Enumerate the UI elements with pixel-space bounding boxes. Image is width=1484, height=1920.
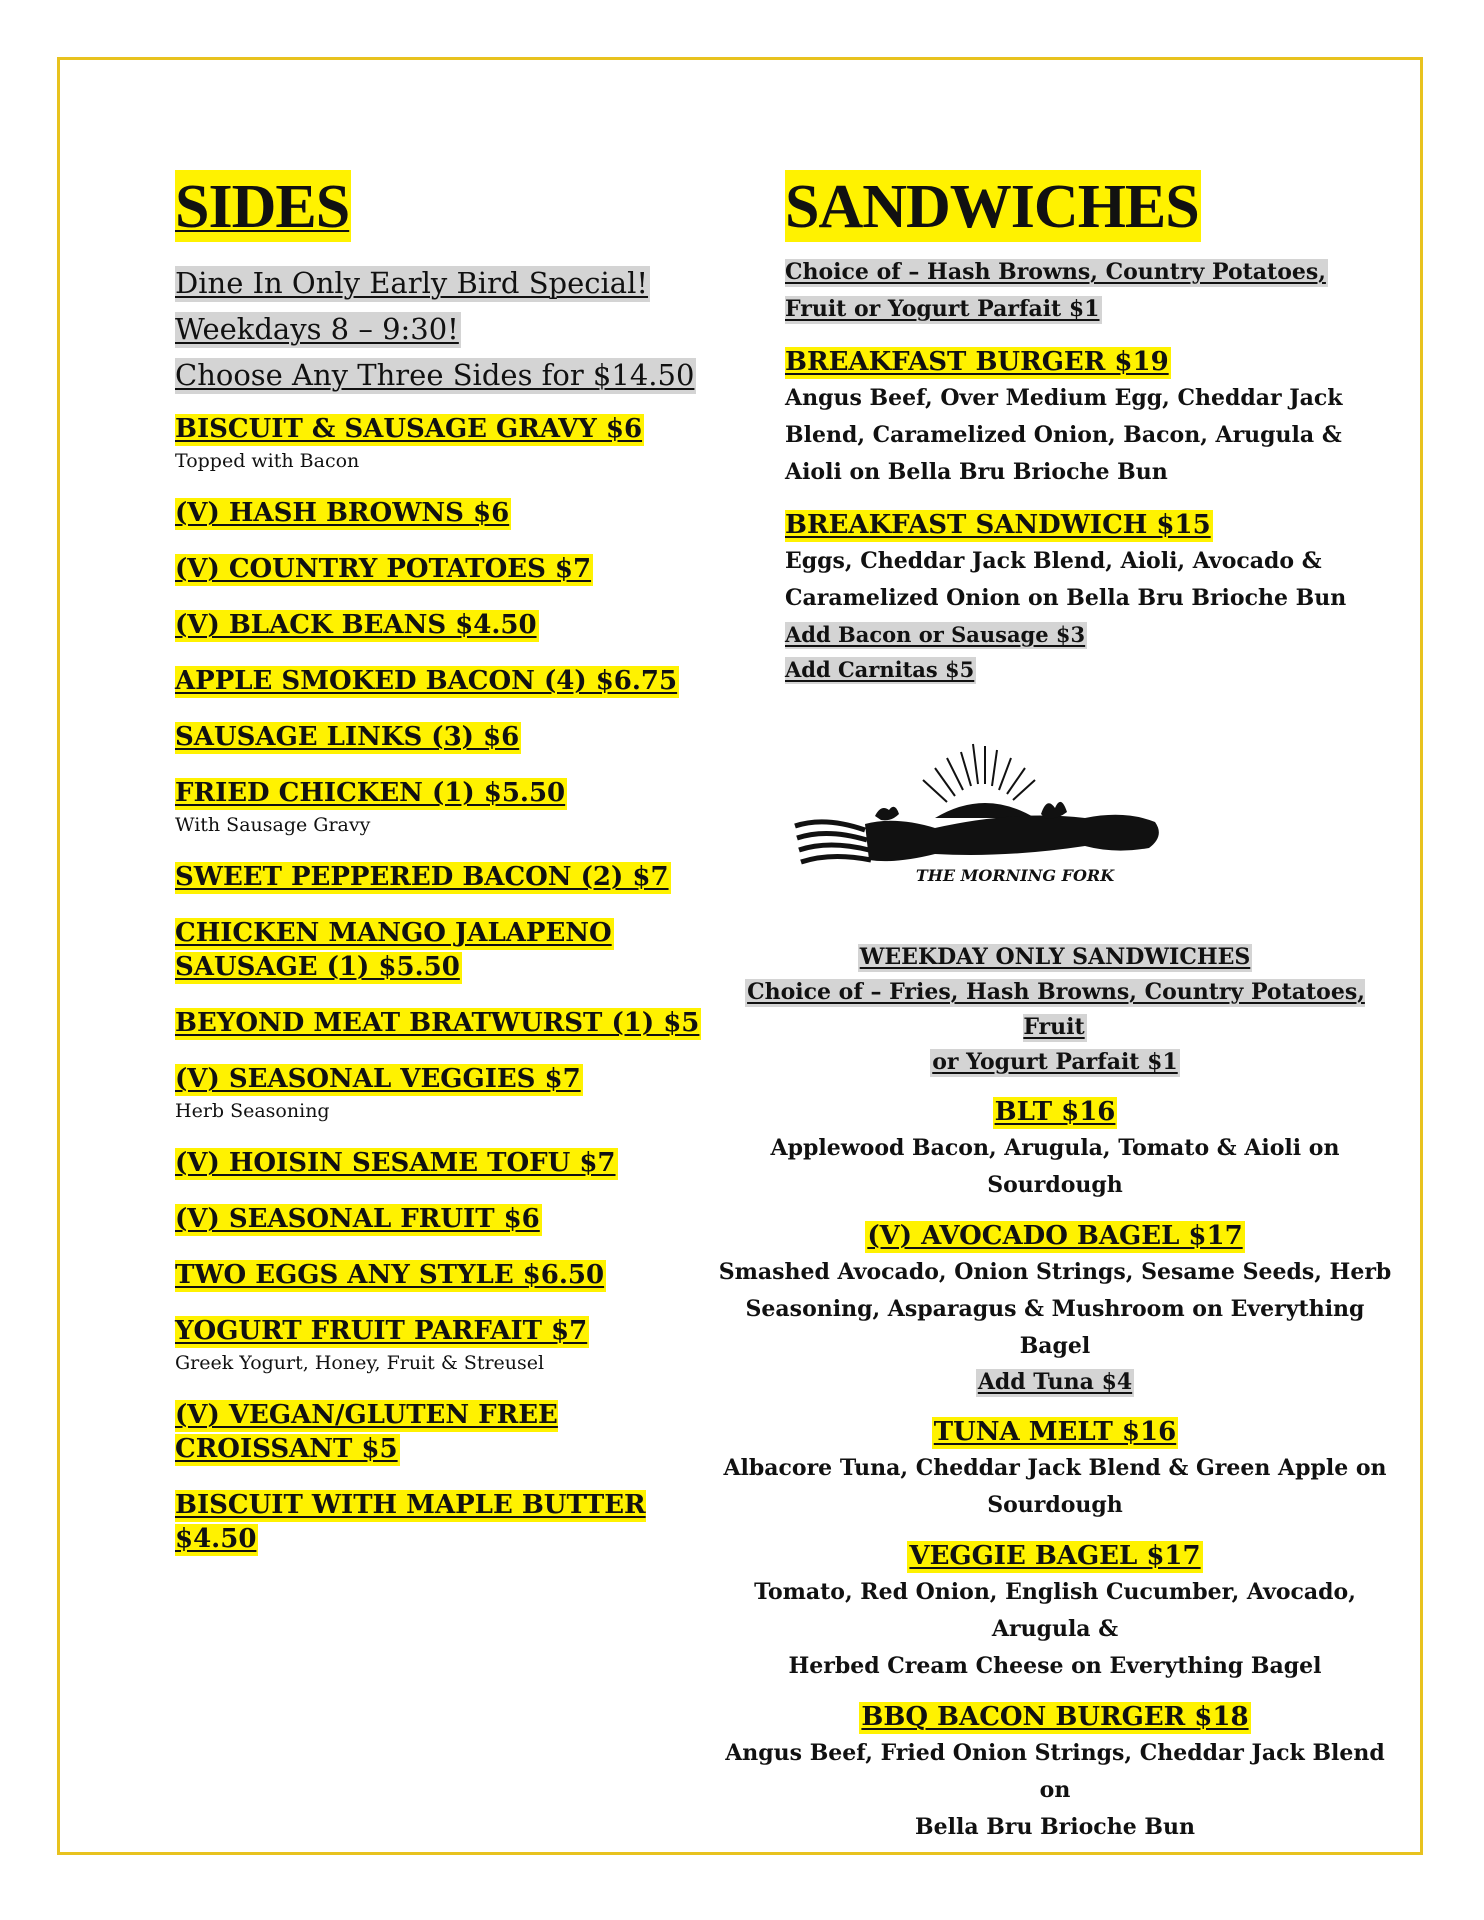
choice-line: Choice of – Fries, Hash Browns, Country Potatoes, Fruit	[747, 979, 1365, 1040]
item-desc: Herbed Cream Cheese on Everything Bagel	[788, 1653, 1322, 1679]
addon: Add Tuna $4	[977, 1369, 1133, 1395]
item-desc: Angus Beef, Fried Onion Strings, Cheddar Jack Blend on	[725, 1740, 1385, 1803]
morning-fork-logo	[785, 718, 1175, 918]
item-desc: Applewood Bacon, Arugula, Tomato & Aioli on Sourdough	[770, 1135, 1340, 1198]
sandwich-choice	[785, 254, 1405, 328]
menu-item-breakfast-burger	[785, 344, 1405, 491]
item-name: TWO EGGS ANY STYLE $6.50	[175, 1260, 605, 1290]
menu-item	[175, 1488, 715, 1556]
item-desc: Herb Seasoning	[175, 1100, 330, 1122]
menu-item	[175, 916, 715, 984]
sides-section	[175, 170, 715, 1578]
bird-icon	[875, 807, 899, 821]
leaf-icon	[1041, 802, 1067, 819]
menu-item	[175, 496, 715, 530]
choice-line: Choice of – Hash Browns, Country Potatoes,	[785, 259, 1326, 285]
sun-rays-icon	[923, 744, 1035, 802]
item-desc: Albacore Tuna, Cheddar Jack Blend & Green Apple on	[723, 1455, 1387, 1481]
item-name: (V) HASH BROWNS $6	[175, 498, 510, 528]
item-name: (V) SEASONAL VEGGIES $7	[175, 1064, 581, 1094]
menu-item	[175, 608, 715, 642]
sun-icon	[935, 803, 1035, 818]
menu-item	[175, 1398, 715, 1466]
item-name: BBQ BACON BURGER $18	[861, 1702, 1249, 1732]
item-desc: Tomato, Red Onion, English Cucumber, Avocado, Arugula &	[754, 1579, 1356, 1642]
logo-text: THE MORNING FORK	[915, 866, 1115, 885]
menu-item	[715, 1094, 1395, 1204]
item-name: BISCUIT WITH MAPLE BUTTER $4.50	[175, 1490, 646, 1554]
item-name: BLT $16	[994, 1097, 1116, 1127]
menu-item	[715, 1414, 1395, 1524]
item-name: (V) COUNTRY POTATOES $7	[175, 554, 592, 584]
menu-item	[715, 1538, 1395, 1685]
item-desc: Seasoning, Asparagus & Mushroom on Everything Bagel	[745, 1296, 1365, 1359]
item-desc: Aioli on Bella Bru Brioche Bun	[785, 459, 1168, 485]
item-desc: Greek Yogurt, Honey, Fruit & Streusel	[175, 1352, 545, 1374]
item-name: BREAKFAST SANDWICH $15	[785, 510, 1211, 540]
special-line: Choose Any Three Sides for $14.50	[175, 358, 695, 392]
item-desc: Bella Bru Brioche Bun	[915, 1814, 1195, 1840]
menu-item	[175, 860, 715, 894]
item-name: (V) AVOCADO BAGEL $17	[867, 1221, 1243, 1251]
menu-item	[175, 1146, 715, 1180]
item-name: TUNA MELT $16	[933, 1417, 1177, 1447]
sides-title: SIDES	[175, 170, 351, 242]
choice-line: or Yogurt Parfait $1	[932, 1049, 1178, 1075]
item-desc: Caramelized Onion on Bella Bru Brioche Bun	[785, 585, 1347, 611]
menu-item	[175, 720, 715, 754]
weekday-section	[715, 940, 1395, 1846]
menu-item	[175, 1258, 715, 1292]
item-name: BEYOND MEAT BRATWURST (1) $5	[175, 1008, 700, 1038]
item-desc: Blend, Caramelized Onion, Bacon, Arugula &	[785, 422, 1342, 448]
menu-item	[175, 664, 715, 698]
item-name: VEGGIE BAGEL $17	[909, 1541, 1201, 1571]
item-name: BREAKFAST BURGER $19	[785, 347, 1169, 377]
fork-tines-icon	[795, 822, 871, 862]
item-desc: Sourdough	[987, 1492, 1123, 1518]
item-name: APPLE SMOKED BACON (4) $6.75	[175, 666, 678, 696]
item-name: (V) BLACK BEANS $4.50	[175, 610, 537, 640]
menu-item	[715, 1218, 1395, 1400]
sandwiches-section	[785, 170, 1405, 687]
item-name: SAUSAGE (1) $5.50	[175, 952, 460, 982]
item-desc: Eggs, Cheddar Jack Blend, Aioli, Avocado &	[785, 548, 1322, 574]
menu-item	[175, 552, 715, 586]
menu-item	[175, 1202, 715, 1236]
item-desc: Topped with Bacon	[175, 450, 360, 472]
sides-list	[175, 412, 715, 1556]
fork-handle-icon	[865, 815, 1159, 861]
item-name: (V) HOISIN SESAME TOFU $7	[175, 1148, 616, 1178]
menu-item	[715, 1699, 1395, 1846]
item-desc: Smashed Avocado, Onion Strings, Sesame Seeds, Herb	[718, 1259, 1392, 1285]
weekday-list	[715, 1094, 1395, 1846]
item-desc: With Sausage Gravy	[175, 814, 371, 836]
special-line: Weekdays 8 – 9:30!	[175, 312, 459, 346]
choice-line: Fruit or Yogurt Parfait $1	[785, 296, 1100, 322]
menu-item	[175, 1314, 715, 1376]
item-name: FRIED CHICKEN (1) $5.50	[175, 778, 566, 808]
item-name: YOGURT FRUIT PARFAIT $7	[175, 1316, 588, 1346]
item-name: SWEET PEPPERED BACON (2) $7	[175, 862, 669, 892]
item-desc: Angus Beef, Over Medium Egg, Cheddar Jack	[785, 385, 1343, 411]
sandwiches-title: SANDWICHES	[785, 170, 1201, 242]
early-bird-special	[175, 260, 715, 398]
addon: Add Carnitas $5	[785, 657, 975, 682]
menu-item	[175, 412, 715, 474]
item-name: (V) SEASONAL FRUIT $6	[175, 1204, 540, 1234]
item-name: SAUSAGE LINKS (3) $6	[175, 722, 520, 752]
weekday-title: WEEKDAY ONLY SANDWICHES	[859, 944, 1251, 970]
item-name: (V) VEGAN/GLUTEN FREE CROISSANT $5	[175, 1400, 558, 1464]
menu-item	[175, 1006, 715, 1040]
special-line: Dine In Only Early Bird Special!	[175, 266, 649, 300]
menu-item-breakfast-sandwich	[785, 507, 1405, 687]
menu-item	[175, 1062, 715, 1124]
menu-item	[175, 776, 715, 838]
item-name: BISCUIT & SAUSAGE GRAVY $6	[175, 414, 643, 444]
item-name: CHICKEN MANGO JALAPENO	[175, 918, 612, 948]
addon: Add Bacon or Sausage $3	[785, 622, 1086, 647]
